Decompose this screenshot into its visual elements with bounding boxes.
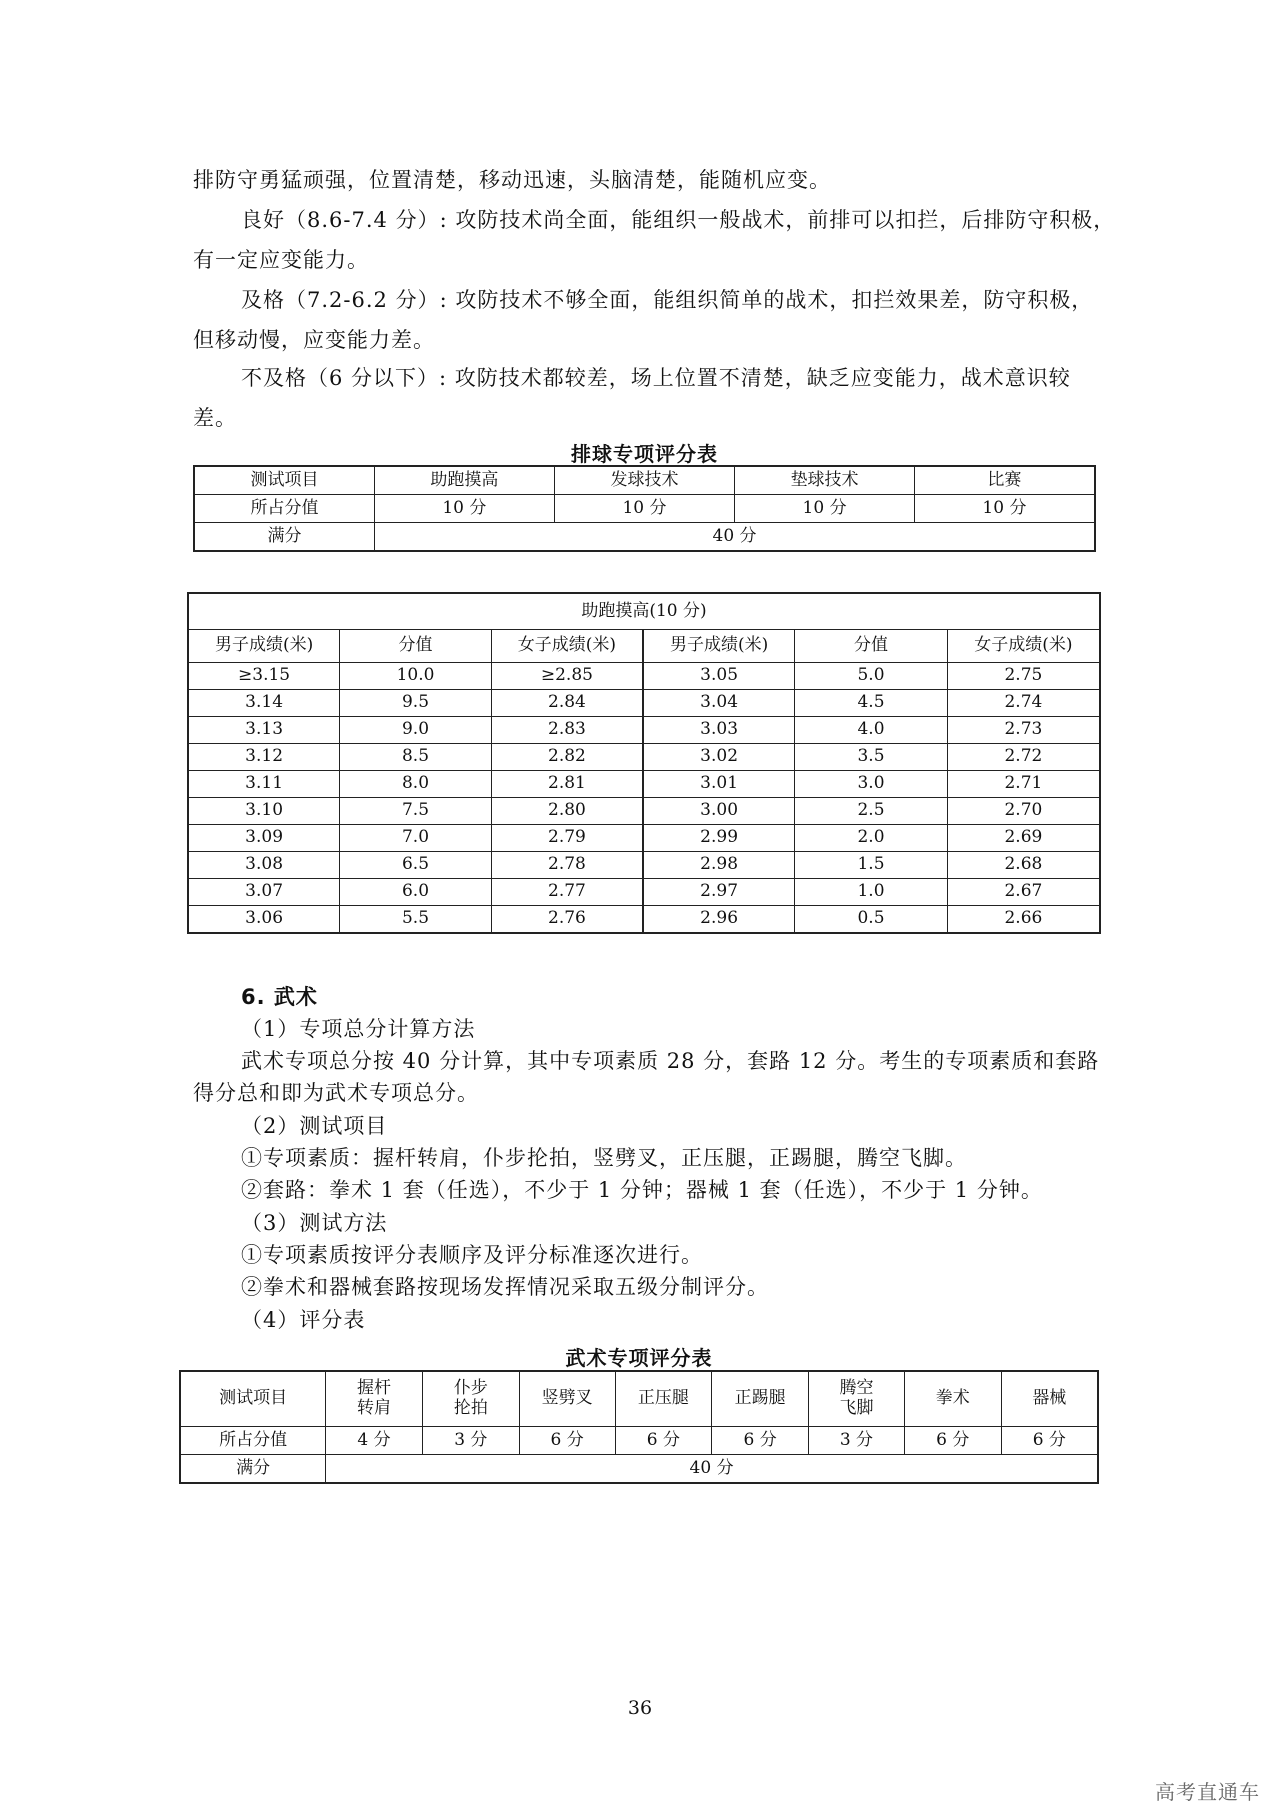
table-row xyxy=(194,523,1095,552)
table-cell: 40 分 xyxy=(326,1455,1098,1484)
table-cell: 2.68 xyxy=(947,852,1100,879)
sub-heading: （2）测试项目 xyxy=(241,1114,388,1138)
table-row xyxy=(188,771,1100,798)
table-cell: 9.0 xyxy=(340,717,492,744)
table-cell: 3 分 xyxy=(422,1427,519,1455)
table-cell: 仆步 抡拍 xyxy=(422,1371,519,1427)
table-cell: 3.10 xyxy=(188,798,340,825)
table-cell: 8.5 xyxy=(340,744,492,771)
table-cell: 3.12 xyxy=(188,744,340,771)
table-cell: 3.13 xyxy=(188,717,340,744)
table-cell: 2.71 xyxy=(947,771,1100,798)
table-cell: 1.5 xyxy=(795,852,948,879)
table-cell: 3.04 xyxy=(643,690,795,717)
table-cell: 腾空 飞脚 xyxy=(809,1371,905,1427)
table-cell: 握杆 转肩 xyxy=(326,1371,423,1427)
table-row xyxy=(188,744,1100,771)
table-cell: 6 分 xyxy=(1001,1427,1098,1455)
list-item: ①专项素质：握杆转肩，仆步抡拍，竖劈叉，正压腿，正踢腿，腾空飞脚。 xyxy=(241,1146,967,1170)
table-cell: 10 分 xyxy=(914,495,1095,523)
table-cell: 2.75 xyxy=(947,663,1100,690)
page-number: 36 xyxy=(627,1697,653,1719)
table-row xyxy=(180,1371,1098,1427)
table-cell: 8.0 xyxy=(340,771,492,798)
table-cell: 2.67 xyxy=(947,879,1100,906)
touch-height-table xyxy=(187,592,1101,934)
paragraph-line: 及格（7.2-6.2 分）: 攻防技术不够全面，能组织简单的战术，扣拦效果差，防守积极， xyxy=(241,288,1094,312)
table-cell: 3.03 xyxy=(643,717,795,744)
table-cell: 6.5 xyxy=(340,852,492,879)
column-header: 女子成绩(米) xyxy=(491,630,643,663)
table-row xyxy=(188,879,1100,906)
table-cell: 3.0 xyxy=(795,771,948,798)
table-cell: 2.70 xyxy=(947,798,1100,825)
table-cell: 6 分 xyxy=(615,1427,712,1455)
table-row xyxy=(188,906,1100,934)
table-cell: 2.76 xyxy=(491,906,643,934)
table-cell: 2.82 xyxy=(491,744,643,771)
table-row xyxy=(188,663,1100,690)
table-row xyxy=(188,825,1100,852)
column-header: 分值 xyxy=(340,630,492,663)
table-cell: 5.5 xyxy=(340,906,492,934)
table-cell: 3.5 xyxy=(795,744,948,771)
table-row xyxy=(180,1427,1098,1455)
table-cell: ≥3.15 xyxy=(188,663,340,690)
paragraph-line: 不及格（6 分以下）: 攻防技术都较差，场上位置不清楚，缺乏应变能力，战术意识较 xyxy=(241,366,1071,390)
table-cell: 测试项目 xyxy=(194,466,375,495)
table-cell: 2.83 xyxy=(491,717,643,744)
table-cell: 9.5 xyxy=(340,690,492,717)
section-heading: 6. 武术 xyxy=(241,985,318,1009)
volley-table-title: 排球专项评分表 xyxy=(571,442,718,466)
table-cell: 满分 xyxy=(194,523,375,552)
table-cell: 3.07 xyxy=(188,879,340,906)
table-row xyxy=(188,690,1100,717)
volley-score-table xyxy=(193,465,1096,552)
column-header: 男子成绩(米) xyxy=(643,630,795,663)
paragraph-line: 有一定应变能力。 xyxy=(193,248,369,272)
sub-heading: （4）评分表 xyxy=(241,1308,366,1332)
table-header-row xyxy=(188,630,1100,663)
paragraph-line: 良好（8.6-7.4 分）: 攻防技术尚全面，能组织一般战术，前排可以扣拦，后排防守积极， xyxy=(241,208,1116,232)
table-cell: 发球技术 xyxy=(554,466,735,495)
table-cell: 2.0 xyxy=(795,825,948,852)
table-cell: 正踢腿 xyxy=(712,1371,809,1427)
table-cell: 6 分 xyxy=(904,1427,1001,1455)
sub-heading: （1）专项总分计算方法 xyxy=(241,1017,476,1041)
table-cell: 40 分 xyxy=(375,523,1095,552)
table-cell: 2.73 xyxy=(947,717,1100,744)
paragraph-line: 排防守勇猛顽强，位置清楚，移动迅速，头脑清楚，能随机应变。 xyxy=(193,168,831,192)
table-cell: 3.09 xyxy=(188,825,340,852)
table-cell: 2.69 xyxy=(947,825,1100,852)
list-item: ②套路：拳术 1 套（任选），不少于 1 分钟；器械 1 套（任选），不少于 1 分钟。 xyxy=(241,1178,1043,1202)
table-cell: 6 分 xyxy=(519,1427,615,1455)
table-cell: 3 分 xyxy=(809,1427,905,1455)
table-cell: 2.96 xyxy=(643,906,795,934)
table-row xyxy=(188,798,1100,825)
list-item: ①专项素质按评分表顺序及评分标准逐次进行。 xyxy=(241,1243,703,1267)
table-cell: 2.74 xyxy=(947,690,1100,717)
table-cell: 2.77 xyxy=(491,879,643,906)
table-cell: 3.05 xyxy=(643,663,795,690)
table-cell: 2.99 xyxy=(643,825,795,852)
table-cell: 2.78 xyxy=(491,852,643,879)
table-cell: 比赛 xyxy=(914,466,1095,495)
table-row xyxy=(188,717,1100,744)
table-cell: 2.97 xyxy=(643,879,795,906)
table-cell: 所占分值 xyxy=(180,1427,326,1455)
table-cell: 2.98 xyxy=(643,852,795,879)
table-cell: 垫球技术 xyxy=(735,466,915,495)
table-cell: ≥2.85 xyxy=(491,663,643,690)
table-cell: 7.5 xyxy=(340,798,492,825)
paragraph-line: 武术专项总分按 40 分计算，其中专项素质 28 分，套路 12 分。考生的专项素质和套路 xyxy=(241,1049,1100,1073)
table-cell: 3.00 xyxy=(643,798,795,825)
table-cell: 3.02 xyxy=(643,744,795,771)
table-cell: 6.0 xyxy=(340,879,492,906)
table-cell: 7.0 xyxy=(340,825,492,852)
paragraph-line: 得分总和即为武术专项总分。 xyxy=(193,1081,479,1105)
table-cell: 4.0 xyxy=(795,717,948,744)
table-row xyxy=(188,852,1100,879)
watermark: 高考直通车 xyxy=(1155,1780,1260,1804)
table-cell: 2.79 xyxy=(491,825,643,852)
table-cell: 2.5 xyxy=(795,798,948,825)
table-cell: 2.66 xyxy=(947,906,1100,934)
table-cell: 正压腿 xyxy=(615,1371,712,1427)
table-cell: 6 分 xyxy=(712,1427,809,1455)
table-caption-cell: 助跑摸高(10 分) xyxy=(188,593,1100,630)
table-cell: 5.0 xyxy=(795,663,948,690)
column-header: 分值 xyxy=(795,630,948,663)
table-cell: 2.81 xyxy=(491,771,643,798)
table-cell: 4 分 xyxy=(326,1427,423,1455)
table-cell: 助跑摸高 xyxy=(375,466,555,495)
paragraph-line: 差。 xyxy=(193,406,237,430)
table-cell: 0.5 xyxy=(795,906,948,934)
table-cell: 3.01 xyxy=(643,771,795,798)
table-cell: 2.80 xyxy=(491,798,643,825)
table-cell: 3.14 xyxy=(188,690,340,717)
table-cell: 测试项目 xyxy=(180,1371,326,1427)
table-cell: 3.08 xyxy=(188,852,340,879)
table-cell: 1.0 xyxy=(795,879,948,906)
sub-heading: （3）测试方法 xyxy=(241,1211,388,1235)
table-row xyxy=(180,1455,1098,1484)
table-cell: 10.0 xyxy=(340,663,492,690)
table-cell: 10 分 xyxy=(375,495,555,523)
table-cell: 竖劈叉 xyxy=(519,1371,615,1427)
column-header: 女子成绩(米) xyxy=(947,630,1100,663)
table-cell: 器械 xyxy=(1001,1371,1098,1427)
table-cell: 满分 xyxy=(180,1455,326,1484)
wushu-score-table xyxy=(179,1370,1099,1484)
wushu-table-title: 武术专项评分表 xyxy=(565,1346,713,1370)
table-cell: 2.72 xyxy=(947,744,1100,771)
table-cell: 2.84 xyxy=(491,690,643,717)
table-cell: 所占分值 xyxy=(194,495,375,523)
table-row xyxy=(188,593,1100,630)
table-cell: 拳术 xyxy=(904,1371,1001,1427)
column-header: 男子成绩(米) xyxy=(188,630,340,663)
table-row xyxy=(194,466,1095,495)
table-cell: 3.11 xyxy=(188,771,340,798)
table-cell: 3.06 xyxy=(188,906,340,934)
table-cell: 4.5 xyxy=(795,690,948,717)
table-cell: 10 分 xyxy=(735,495,915,523)
table-cell: 10 分 xyxy=(554,495,735,523)
list-item: ②拳术和器械套路按现场发挥情况采取五级分制评分。 xyxy=(241,1275,769,1299)
table-row xyxy=(194,495,1095,523)
paragraph-line: 但移动慢，应变能力差。 xyxy=(193,328,435,352)
